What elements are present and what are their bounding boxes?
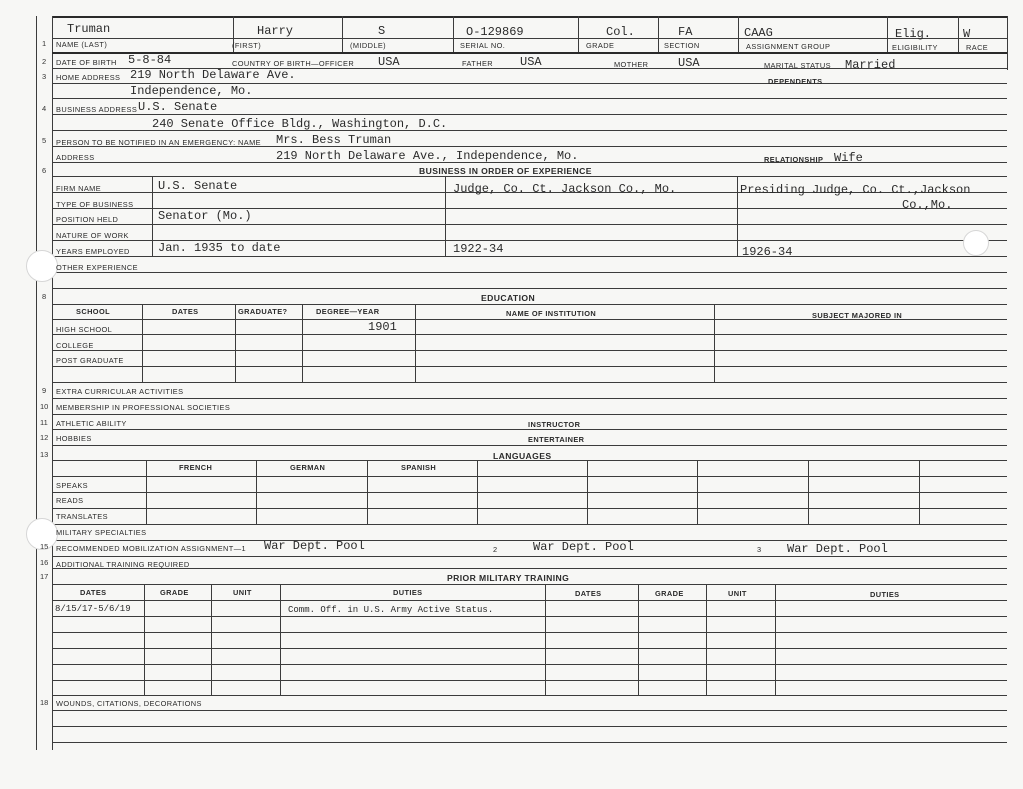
- emergency-address-value: 219 North Delaware Ave., Independence, Mo.: [276, 149, 579, 163]
- row-number: 1: [42, 39, 47, 48]
- rule-line: [152, 176, 153, 256]
- rule-line: [808, 460, 809, 524]
- firm-name-value-3: Presiding Judge, Co. Ct.,Jackson: [740, 183, 971, 197]
- lang-col-spanish: SPANISH: [401, 463, 437, 472]
- prior-col-duties-2: DUTIES: [870, 590, 900, 599]
- first-name-value: Harry: [257, 24, 294, 38]
- rule-line: [52, 429, 1007, 430]
- rule-line: [146, 460, 147, 524]
- date-of-birth-label: DATE OF BIRTH: [56, 58, 117, 67]
- edu-row-high-school: HIGH SCHOOL: [56, 325, 113, 334]
- rule-line: [737, 176, 738, 256]
- rule-line: [52, 256, 1007, 257]
- mobilization-number-3: 3: [757, 545, 762, 554]
- rule-line: [919, 460, 920, 524]
- lang-col-german: GERMAN: [290, 463, 326, 472]
- rule-line: [52, 680, 1007, 681]
- position-held-value-1: Senator (Mo.): [158, 209, 252, 223]
- row-number: 12: [40, 433, 49, 442]
- position-held-label: POSITION HELD: [56, 215, 119, 224]
- rule-line: [738, 16, 739, 52]
- rule-line: [638, 584, 639, 695]
- home-address-label: HOME ADDRESS: [56, 73, 121, 82]
- row-number: 2: [42, 57, 47, 66]
- business-address-label: BUSINESS ADDRESS: [56, 105, 138, 114]
- rule-line: [477, 460, 478, 524]
- rule-line: [52, 350, 1007, 351]
- rule-line: [52, 304, 1007, 305]
- row-number: 11: [40, 418, 48, 427]
- entertainer-label: ENTERTAINER: [528, 435, 585, 444]
- rule-line: [706, 584, 707, 695]
- race-value: W: [963, 27, 971, 41]
- lang-row-speaks: SPEAKS: [56, 481, 88, 490]
- rule-line: [578, 16, 579, 52]
- firm-name-value-1: U.S. Senate: [158, 179, 238, 193]
- serial-number-label: SERIAL NO.: [460, 41, 506, 50]
- rule-line: [342, 16, 343, 52]
- emergency-contact-label: PERSON TO BE NOTIFIED IN AN EMERGENCY: NAME: [56, 138, 262, 147]
- lang-row-translates: TRANSLATES: [56, 512, 108, 521]
- rule-line: [1007, 16, 1008, 70]
- father-value: USA: [520, 55, 542, 69]
- prior-col-dates-2: DATES: [575, 589, 602, 598]
- first-name-label: (FIRST): [232, 41, 262, 50]
- country-of-birth-label: COUNTRY OF BIRTH—OFFICER: [232, 59, 355, 68]
- languages-section-header: LANGUAGES: [493, 451, 552, 461]
- prior-col-duties: DUTIES: [393, 588, 423, 597]
- relationship-value: Wife: [834, 151, 863, 165]
- rule-line: [52, 98, 1007, 99]
- relationship-label: RELATIONSHIP: [764, 155, 824, 164]
- rule-line: [52, 114, 1007, 115]
- emergency-address-label: ADDRESS: [56, 153, 95, 162]
- rule-line: [52, 382, 1007, 383]
- rule-line: [302, 304, 303, 382]
- edu-col-school: SCHOOL: [76, 307, 111, 316]
- row-number: 3: [42, 72, 47, 81]
- marital-status-value: Married: [845, 58, 896, 72]
- row-number: 5: [42, 136, 47, 145]
- serial-number-value: O-129869: [466, 25, 524, 39]
- rule-line: [52, 508, 1007, 509]
- mobilization-value-1: War Dept. Pool: [264, 539, 365, 553]
- rule-line: [52, 16, 1007, 18]
- dependents-label: DEPENDENTS: [768, 77, 823, 86]
- rule-line: [52, 476, 1007, 477]
- section-value: FA: [678, 25, 693, 39]
- row-number: 13: [40, 450, 49, 459]
- firm-name-label: FIRM NAME: [56, 184, 102, 193]
- mobilization-value-3: War Dept. Pool: [787, 542, 888, 556]
- years-employed-value-3: 1926-34: [742, 245, 793, 259]
- middle-name-label: (MIDDLE): [350, 41, 387, 50]
- rule-line: [545, 584, 546, 695]
- rule-line: [445, 176, 446, 256]
- rule-line: [142, 304, 143, 382]
- business-section-header: BUSINESS IN ORDER OF EXPERIENCE: [419, 166, 592, 176]
- years-employed-value-2: 1922-34: [453, 242, 504, 256]
- rule-line: [52, 445, 1007, 446]
- rule-line: [211, 584, 212, 695]
- rule-line: [52, 556, 1007, 557]
- rule-line: [52, 398, 1007, 399]
- prior-col-dates: DATES: [80, 588, 107, 597]
- rule-line: [958, 16, 959, 52]
- row-number: 15: [40, 542, 49, 551]
- nature-of-work-label: NATURE OF WORK: [56, 231, 129, 240]
- assignment-group-value: CAAG: [744, 26, 773, 40]
- lang-col-french: FRENCH: [179, 463, 213, 472]
- rule-line: [367, 460, 368, 524]
- rule-line: [52, 52, 1007, 54]
- years-employed-value-1: Jan. 1935 to date: [158, 241, 281, 255]
- last-name-label: NAME (LAST): [56, 40, 108, 49]
- rule-line: [52, 742, 1007, 743]
- hobbies-label: HOBBIES: [56, 434, 92, 443]
- military-specialties-label: MILITARY SPECIALTIES: [56, 528, 147, 537]
- edu-col-graduate: GRADUATE?: [238, 307, 288, 316]
- punch-hole: [963, 230, 989, 256]
- other-experience-label: OTHER EXPERIENCE: [56, 263, 138, 272]
- rule-line: [52, 726, 1007, 727]
- rule-line: [36, 16, 37, 750]
- rule-line: [52, 632, 1007, 633]
- row-number: 8: [42, 292, 47, 301]
- rule-line: [697, 460, 698, 524]
- rule-line: [714, 304, 715, 382]
- rule-line: [587, 460, 588, 524]
- rule-line: [52, 16, 53, 750]
- rule-line: [52, 38, 1007, 39]
- rule-line: [52, 366, 1007, 367]
- prior-entry-dates: 8/15/17-5/6/19: [55, 604, 131, 614]
- rule-line: [52, 568, 1007, 569]
- eligibility-label: ELIGIBILITY: [892, 43, 938, 52]
- mother-value: USA: [678, 56, 700, 70]
- rule-line: [52, 492, 1007, 493]
- rule-line: [144, 584, 145, 695]
- firm-name-value-3-cont: Co.,Mo.: [902, 198, 953, 212]
- marital-status-label: MARITAL STATUS: [764, 61, 831, 70]
- rule-line: [52, 414, 1007, 415]
- wounds-citations-label: WOUNDS, CITATIONS, DECORATIONS: [56, 699, 202, 708]
- firm-name-value-2: Judge, Co. Ct. Jackson Co., Mo.: [453, 182, 677, 196]
- last-name-value: Truman: [67, 22, 111, 36]
- edu-row-college: COLLEGE: [56, 341, 94, 350]
- type-of-business-label: TYPE OF BUSINESS: [56, 200, 134, 209]
- rule-line: [52, 540, 1007, 541]
- race-label: RACE: [966, 43, 989, 52]
- business-address-line2: 240 Senate Office Bldg., Washington, D.C.: [152, 117, 448, 131]
- high-school-year-value: 1901: [368, 320, 397, 334]
- section-label: SECTION: [664, 41, 700, 50]
- grade-value: Col.: [606, 25, 635, 39]
- professional-societies-label: MEMBERSHIP IN PROFESSIONAL SOCIETIES: [56, 403, 231, 412]
- instructor-label: INSTRUCTOR: [528, 420, 581, 429]
- row-number: 10: [40, 402, 49, 411]
- years-employed-label: YEARS EMPLOYED: [56, 247, 130, 256]
- additional-training-label: ADDITIONAL TRAINING REQUIRED: [56, 560, 190, 569]
- rule-line: [235, 304, 236, 382]
- rule-line: [280, 584, 281, 695]
- rule-line: [52, 272, 1007, 273]
- home-address-line2: Independence, Mo.: [130, 84, 253, 98]
- athletic-ability-label: ATHLETIC ABILITY: [56, 419, 127, 428]
- assignment-group-label: ASSIGNMENT GROUP: [746, 42, 831, 51]
- rule-line: [658, 16, 659, 52]
- edu-col-degree-year: DEGREE—YEAR: [316, 307, 380, 316]
- row-number: 17: [40, 572, 49, 581]
- punch-hole: [26, 250, 58, 282]
- extra-curricular-label: EXTRA CURRICULAR ACTIVITIES: [56, 387, 184, 396]
- prior-entry-duties: Comm. Off. in U.S. Army Active Status.: [288, 605, 494, 615]
- mobilization-label: RECOMMENDED MOBILIZATION ASSIGNMENT—1: [56, 544, 247, 553]
- rule-line: [52, 288, 1007, 289]
- lang-row-reads: READS: [56, 496, 84, 505]
- edu-row-post-graduate: POST GRADUATE: [56, 356, 124, 365]
- emergency-contact-name: Mrs. Bess Truman: [276, 133, 392, 147]
- prior-col-unit-2: UNIT: [728, 589, 747, 598]
- rule-line: [52, 524, 1007, 525]
- education-section-header: EDUCATION: [481, 293, 536, 303]
- rule-line: [52, 334, 1007, 335]
- rule-line: [52, 648, 1007, 649]
- rule-line: [52, 224, 1007, 225]
- eligibility-value: Elig.: [895, 27, 932, 41]
- rule-line: [52, 176, 1007, 177]
- rule-line: [52, 600, 1007, 601]
- mobilization-value-2: War Dept. Pool: [533, 540, 634, 554]
- business-address-line1: U.S. Senate: [138, 100, 218, 114]
- prior-military-training-header: PRIOR MILITARY TRAINING: [447, 573, 570, 583]
- edu-col-institution: NAME OF INSTITUTION: [506, 309, 597, 318]
- prior-col-grade-2: GRADE: [655, 589, 684, 598]
- row-number: 18: [40, 698, 49, 707]
- rule-line: [415, 304, 416, 382]
- rule-line: [52, 664, 1007, 665]
- prior-col-grade: GRADE: [160, 588, 189, 597]
- mother-label: MOTHER: [614, 60, 649, 69]
- rule-line: [52, 616, 1007, 617]
- country-of-birth-value: USA: [378, 55, 400, 69]
- rule-line: [887, 16, 888, 52]
- mobilization-number-2: 2: [493, 545, 498, 554]
- grade-label: GRADE: [586, 41, 615, 50]
- prior-col-unit: UNIT: [233, 588, 252, 597]
- rule-line: [52, 695, 1007, 696]
- date-of-birth-value: 5-8-84: [128, 53, 172, 67]
- edu-col-dates: DATES: [172, 307, 199, 316]
- rule-line: [256, 460, 257, 524]
- father-label: FATHER: [462, 59, 494, 68]
- row-number: 9: [42, 386, 47, 395]
- row-number: 4: [42, 104, 47, 113]
- rule-line: [453, 16, 454, 52]
- rule-line: [52, 710, 1007, 711]
- home-address-line1: 219 North Delaware Ave.: [130, 68, 296, 82]
- middle-name-value: S: [378, 24, 386, 38]
- rule-line: [52, 584, 1007, 585]
- row-number: 6: [42, 166, 47, 175]
- edu-col-subject: SUBJECT MAJORED IN: [812, 311, 903, 320]
- rule-line: [775, 584, 776, 695]
- row-number: 16: [40, 558, 49, 567]
